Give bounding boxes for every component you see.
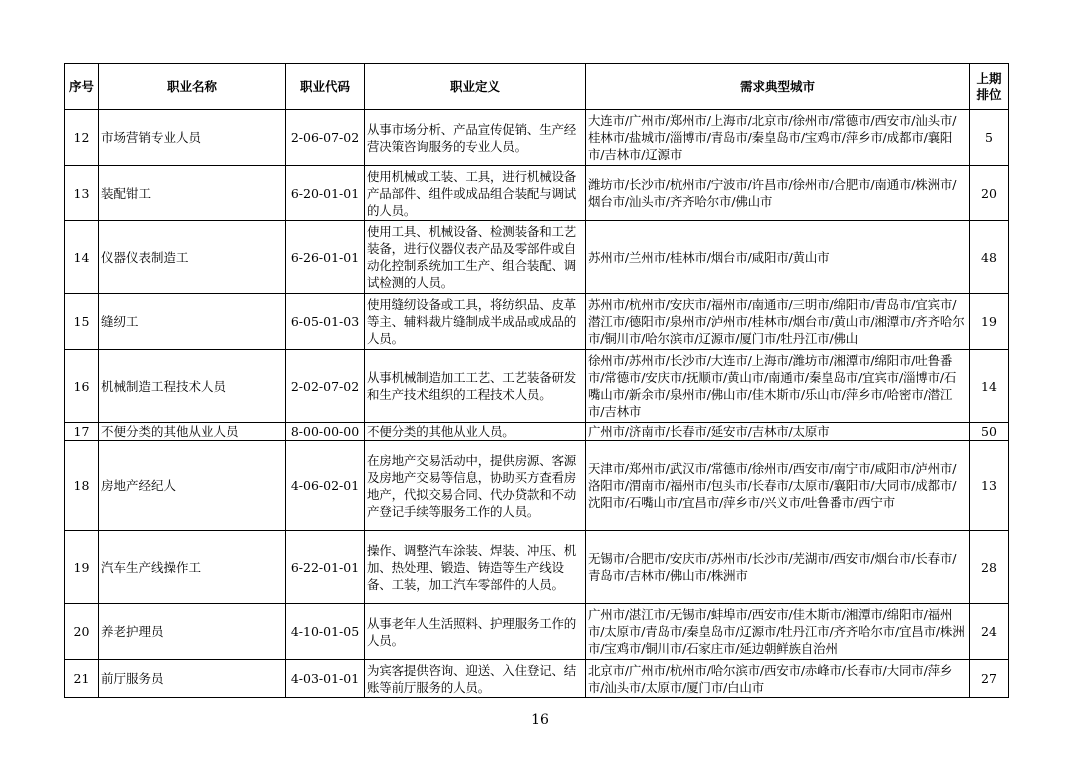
cell-name: 汽车生产线操作工 bbox=[99, 531, 286, 604]
cell-name: 市场营销专业人员 bbox=[99, 110, 286, 166]
cell-name: 机械制造工程技术人员 bbox=[99, 350, 286, 423]
cell-name: 养老护理员 bbox=[99, 604, 286, 660]
table-row bbox=[65, 294, 1009, 350]
cell-index: 21 bbox=[65, 660, 99, 698]
table-row bbox=[65, 166, 1009, 221]
cell-cities: 北京市/广州市/杭州市/哈尔滨市/西安市/赤峰市/长春市/大同市/萍乡市/汕头市/太原市/厦门市/白山市 bbox=[586, 660, 970, 698]
cell-code: 2-02-07-02 bbox=[286, 350, 365, 423]
cell-definition: 操作、调整汽车涂装、焊装、冲压、机加、热处理、锻造、铸造等生产线设备、工装，加工汽车零部件的人员。 bbox=[365, 531, 586, 604]
cell-cities: 苏州市/杭州市/安庆市/福州市/南通市/三明市/绵阳市/青岛市/宜宾市/潜江市/德阳市/泉州市/泸州市/桂林市/烟台市/黄山市/湘潭市/齐齐哈尔市/铜川市/哈尔滨市/辽源市/厦门市/牡丹江市/佛山 bbox=[586, 294, 970, 350]
cell-cities: 广州市/湛江市/无锡市/蚌埠市/西安市/佳木斯市/湘潭市/绵阳市/福州市/太原市/青岛市/秦皇岛市/辽源市/牡丹江市/齐齐哈尔市/宜昌市/株洲市/宝鸡市/铜川市/石家庄市/延边朝鲜族自治州 bbox=[586, 604, 970, 660]
table-header-row bbox=[65, 64, 1009, 110]
cell-name: 不便分类的其他从业人员 bbox=[99, 423, 286, 441]
cell-code: 6-26-01-01 bbox=[286, 221, 365, 294]
cell-cities: 大连市/广州市/郑州市/上海市/北京市/徐州市/常德市/西安市/汕头市/桂林市/盐城市/淄博市/青岛市/秦皇岛市/宝鸡市/萍乡市/成都市/襄阳市/吉林市/辽源市 bbox=[586, 110, 970, 166]
table-row bbox=[65, 221, 1009, 294]
cell-rank: 48 bbox=[970, 221, 1009, 294]
header-cities: 需求典型城市 bbox=[586, 64, 970, 110]
page-number: 16 bbox=[531, 712, 549, 728]
cell-index: 19 bbox=[65, 531, 99, 604]
table-row bbox=[65, 110, 1009, 166]
cell-definition: 从事老年人生活照料、护理服务工作的人员。 bbox=[365, 604, 586, 660]
cell-rank: 50 bbox=[970, 423, 1009, 441]
cell-definition: 使用机械或工装、工具，进行机械设备产品部件、组件或成品组合装配与调试的人员。 bbox=[365, 166, 586, 221]
cell-code: 6-20-01-01 bbox=[286, 166, 365, 221]
cell-index: 16 bbox=[65, 350, 99, 423]
cell-index: 15 bbox=[65, 294, 99, 350]
cell-rank: 20 bbox=[970, 166, 1009, 221]
cell-index: 14 bbox=[65, 221, 99, 294]
cell-definition: 不便分类的其他从业人员。 bbox=[365, 423, 586, 441]
header-definition: 职业定义 bbox=[365, 64, 586, 110]
cell-code: 6-05-01-03 bbox=[286, 294, 365, 350]
cell-definition: 为宾客提供咨询、迎送、入住登记、结账等前厅服务的人员。 bbox=[365, 660, 586, 698]
header-name: 职业名称 bbox=[99, 64, 286, 110]
header-rank: 上期排位 bbox=[970, 64, 1009, 110]
cell-code: 4-10-01-05 bbox=[286, 604, 365, 660]
cell-cities: 广州市/济南市/长春市/延安市/吉林市/太原市 bbox=[586, 423, 970, 441]
table-row bbox=[65, 441, 1009, 531]
cell-name: 缝纫工 bbox=[99, 294, 286, 350]
cell-code: 4-03-01-01 bbox=[286, 660, 365, 698]
cell-rank: 27 bbox=[970, 660, 1009, 698]
table-row bbox=[65, 531, 1009, 604]
cell-name: 仪器仪表制造工 bbox=[99, 221, 286, 294]
cell-cities: 无锡市/合肥市/安庆市/苏州市/长沙市/芜湖市/西安市/烟台市/长春市/青岛市/吉林市/佛山市/株洲市 bbox=[586, 531, 970, 604]
cell-index: 12 bbox=[65, 110, 99, 166]
header-index: 序号 bbox=[65, 64, 99, 110]
cell-name: 前厅服务员 bbox=[99, 660, 286, 698]
cell-index: 20 bbox=[65, 604, 99, 660]
cell-definition: 使用工具、机械设备、检测装备和工艺装备，进行仪器仪表产品及零部件或自动化控制系统加工生产、组合装配、调试检测的人员。 bbox=[365, 221, 586, 294]
cell-definition: 从事机械制造加工工艺、工艺装备研发和生产技术组织的工程技术人员。 bbox=[365, 350, 586, 423]
cell-code: 6-22-01-01 bbox=[286, 531, 365, 604]
cell-index: 18 bbox=[65, 441, 99, 531]
cell-rank: 13 bbox=[970, 441, 1009, 531]
cell-index: 13 bbox=[65, 166, 99, 221]
header-code: 职业代码 bbox=[286, 64, 365, 110]
cell-cities: 苏州市/兰州市/桂林市/烟台市/咸阳市/黄山市 bbox=[586, 221, 970, 294]
cell-code: 2-06-07-02 bbox=[286, 110, 365, 166]
cell-index: 17 bbox=[65, 423, 99, 441]
cell-cities: 徐州市/苏州市/长沙市/大连市/上海市/潍坊市/湘潭市/绵阳市/吐鲁番市/常德市/安庆市/抚顺市/黄山市/南通市/秦皇岛市/宜宾市/淄博市/石嘴山市/新余市/泉州市/佛山市/佳木斯市/乐山市/萍乡市/哈密市/潜江市/吉林市 bbox=[586, 350, 970, 423]
cell-definition: 从事市场分析、产品宣传促销、生产经营决策咨询服务的专业人员。 bbox=[365, 110, 586, 166]
cell-rank: 5 bbox=[970, 110, 1009, 166]
cell-code: 8-00-00-00 bbox=[286, 423, 365, 441]
cell-rank: 14 bbox=[970, 350, 1009, 423]
cell-rank: 19 bbox=[970, 294, 1009, 350]
cell-definition: 使用缝纫设备或工具，将纺织品、皮革等主、辅料裁片缝制成半成品或成品的人员。 bbox=[365, 294, 586, 350]
table-row bbox=[65, 350, 1009, 423]
table-row bbox=[65, 423, 1009, 441]
cell-definition: 在房地产交易活动中，提供房源、客源及房地产交易等信息，协助买方查看房地产，代拟交易合同、代办贷款和不动产登记手续等服务工作的人员。 bbox=[365, 441, 586, 531]
cell-cities: 潍坊市/长沙市/杭州市/宁波市/许昌市/徐州市/合肥市/南通市/株洲市/烟台市/汕头市/齐齐哈尔市/佛山市 bbox=[586, 166, 970, 221]
cell-name: 房地产经纪人 bbox=[99, 441, 286, 531]
table-row bbox=[65, 660, 1009, 698]
cell-rank: 24 bbox=[970, 604, 1009, 660]
cell-cities: 天津市/郑州市/武汉市/常德市/徐州市/西安市/南宁市/咸阳市/泸州市/洛阳市/渭南市/福州市/包头市/长春市/太原市/襄阳市/大同市/成都市/沈阳市/石嘴山市/宜昌市/萍乡市/兴义市/吐鲁番市/西宁市 bbox=[586, 441, 970, 531]
occupation-table bbox=[64, 63, 1009, 698]
cell-name: 装配钳工 bbox=[99, 166, 286, 221]
table-row bbox=[65, 604, 1009, 660]
cell-code: 4-06-02-01 bbox=[286, 441, 365, 531]
cell-rank: 28 bbox=[970, 531, 1009, 604]
